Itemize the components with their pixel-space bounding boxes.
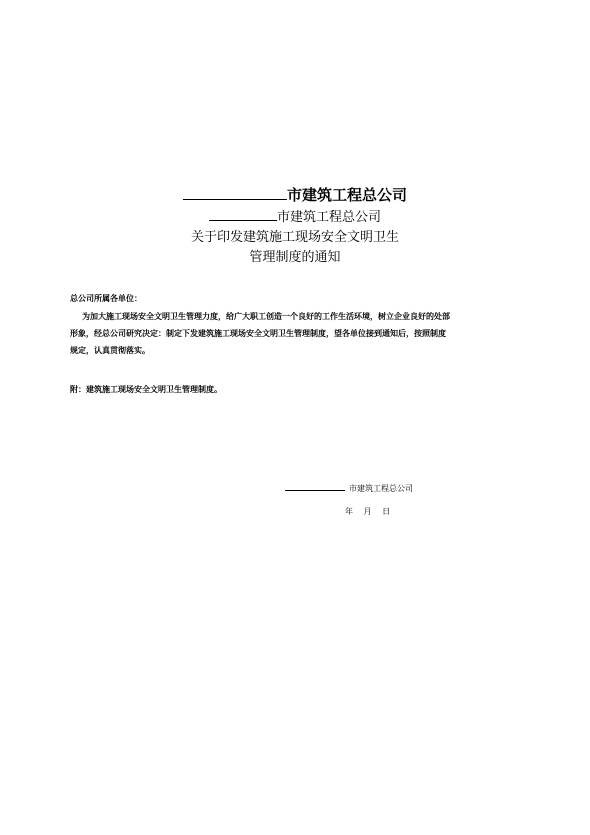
paragraph-line: 形象，经总公司研究决定：制定下发建筑施工现场安全文明卫生管理制度，望各单位接到通知后，按照制度 [70, 329, 446, 338]
signature-organization: 市建筑工程总公司 [349, 484, 413, 493]
company-subtitle: 市建筑工程总公司 [276, 210, 381, 225]
blank-underline [209, 219, 277, 221]
company-title: 市建筑工程总公司 [286, 186, 407, 204]
paragraph-line: 规定，认真贯彻落实。 [70, 346, 150, 355]
notice-title-line1: 关于印发建筑施工现场安全文明卫生 [190, 230, 399, 245]
company-subtitle-line [0, 206, 590, 225]
salutation: 总公司所属各单位： [70, 294, 142, 303]
blank-underline [285, 489, 345, 491]
company-title-line [0, 184, 590, 205]
notice-title-line2: 管理制度的通知 [249, 250, 341, 265]
signature-date: 年 月 日 [345, 507, 391, 516]
attachment-note: 附：建筑施工现场安全文明卫生管理制度。 [70, 385, 222, 394]
signature-organization-line [285, 483, 413, 494]
paragraph-line: 为加大施工现场安全文明卫生管理力度，给广大职工创造一个良好的工作生活环境，树立企业良好的处部 [82, 312, 450, 321]
blank-underline [183, 198, 287, 200]
